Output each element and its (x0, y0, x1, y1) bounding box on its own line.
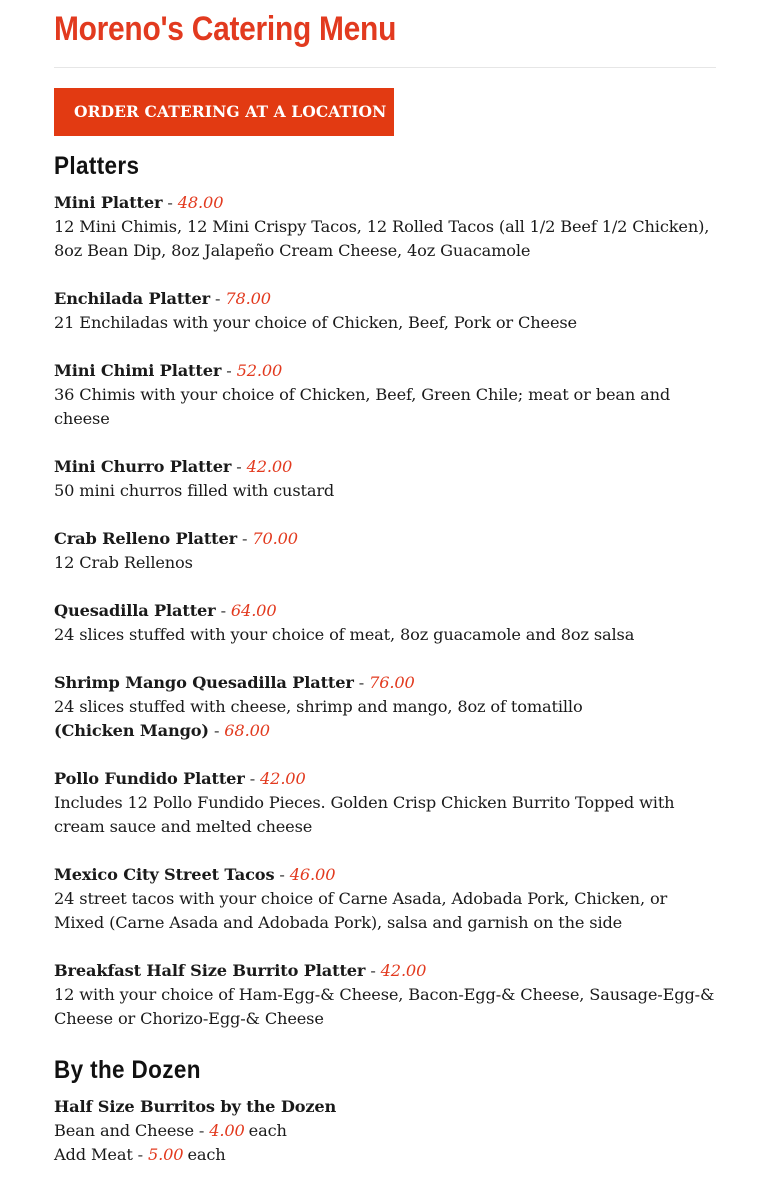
item-name: Mini Platter (54, 193, 163, 212)
item-price: 76.00 (369, 673, 415, 692)
line-label: Add Meat (54, 1145, 133, 1164)
line-suffix: each (187, 1145, 226, 1164)
menu-item (54, 1095, 716, 1167)
item-description: 21 Enchiladas with your choice of Chicken, Beef, Pork or Cheese (54, 313, 577, 332)
item-price: 48.00 (177, 193, 224, 212)
item-price: 42.00 (246, 457, 293, 476)
section-title-by-the-dozen: By the Dozen (54, 1056, 201, 1084)
item-name: Pollo Fundido Platter (54, 769, 245, 788)
item-name: Mini Chimi Platter (54, 361, 222, 380)
catering-menu-page (54, 0, 716, 1167)
item-name: Enchilada Platter (54, 289, 211, 308)
item-description: 12 with your choice of Ham-Egg-& Cheese, Bacon-Egg-& Cheese, Sausage-Egg-& Cheese or Chorizo-Egg-& Cheese (54, 985, 715, 1028)
price-separator: - (358, 673, 365, 692)
item-price: 46.00 (289, 865, 336, 884)
item-description: 12 Mini Chimis, 12 Mini Crispy Tacos, 12 Rolled Tacos (all 1/2 Beef 1/2 Chicken), 8oz Bean Dip, 8oz Jalapeño Cream Cheese, 4oz Guacamole (54, 217, 710, 260)
item-name: Shrimp Mango Quesadilla Platter (54, 673, 354, 692)
item-name: Breakfast Half Size Burrito Platter (54, 961, 366, 980)
menu-item (54, 359, 716, 431)
item-name: Quesadilla Platter (54, 601, 216, 620)
menu-item (54, 959, 716, 1031)
price-separator: - (167, 193, 173, 212)
price-separator: - (236, 457, 242, 476)
menu-item (54, 527, 716, 575)
item-name: Crab Relleno Platter (54, 529, 237, 548)
item-price: 42.00 (260, 769, 306, 788)
item-description: 24 slices stuffed with cheese, shrimp and mango, 8oz of tomatillo (54, 697, 583, 716)
line-label: Bean and Cheese (54, 1121, 194, 1140)
item-price: 78.00 (225, 289, 271, 308)
line-price: 4.00 (209, 1121, 245, 1140)
price-separator: - (226, 361, 232, 380)
menu-item (54, 671, 716, 743)
price-separator: - (279, 865, 285, 884)
item-variant (54, 719, 716, 743)
price-separator: - (249, 769, 256, 788)
item-description: 24 street tacos with your choice of Carne Asada, Adobada Pork, Chicken, or Mixed (Carne Asada and Adobada Pork), salsa and garnish on the side (54, 889, 668, 932)
line-suffix: each (248, 1121, 287, 1140)
menu-item (54, 863, 716, 935)
menu-item (54, 287, 716, 335)
item-description: 24 slices stuffed with your choice of meat, 8oz guacamole and 8oz salsa (54, 625, 635, 644)
dozen-price-line (54, 1143, 716, 1167)
price-separator: - (220, 601, 226, 620)
item-description: 36 Chimis with your choice of Chicken, Beef, Green Chile; meat or bean and cheese (54, 385, 671, 428)
price-separator: - (137, 1145, 143, 1164)
item-name: Mini Churro Platter (54, 457, 232, 476)
price-separator: - (242, 529, 248, 548)
item-price: 64.00 (230, 601, 277, 620)
item-description: Includes 12 Pollo Fundido Pieces. Golden Crisp Chicken Burrito Topped with cream sauce and melted cheese (54, 793, 675, 836)
variant-name: (Chicken Mango) (54, 721, 209, 740)
variant-price: 68.00 (224, 721, 270, 740)
page-title: Moreno's Catering Menu (54, 10, 397, 48)
price-separator: - (370, 961, 376, 980)
item-price: 42.00 (380, 961, 427, 980)
dozen-price-line (54, 1119, 716, 1143)
item-description: 50 mini churros filled with custard (54, 481, 335, 500)
item-description: 12 Crab Rellenos (54, 553, 193, 572)
section-title-platters: Platters (54, 152, 140, 180)
menu-item (54, 599, 716, 647)
item-name: Mexico City Street Tacos (54, 865, 275, 884)
item-price: 70.00 (252, 529, 298, 548)
menu-item (54, 767, 716, 839)
menu-item (54, 191, 716, 263)
order-catering-button[interactable]: ORDER CATERING AT A LOCATION (54, 88, 394, 136)
line-price: 5.00 (148, 1145, 184, 1164)
item-price: 52.00 (236, 361, 283, 380)
header-divider (54, 67, 716, 68)
item-name: Half Size Burritos by the Dozen (54, 1097, 337, 1116)
price-separator: - (215, 289, 221, 308)
price-separator: - (198, 1121, 205, 1140)
price-separator: - (213, 721, 220, 740)
menu-item (54, 455, 716, 503)
